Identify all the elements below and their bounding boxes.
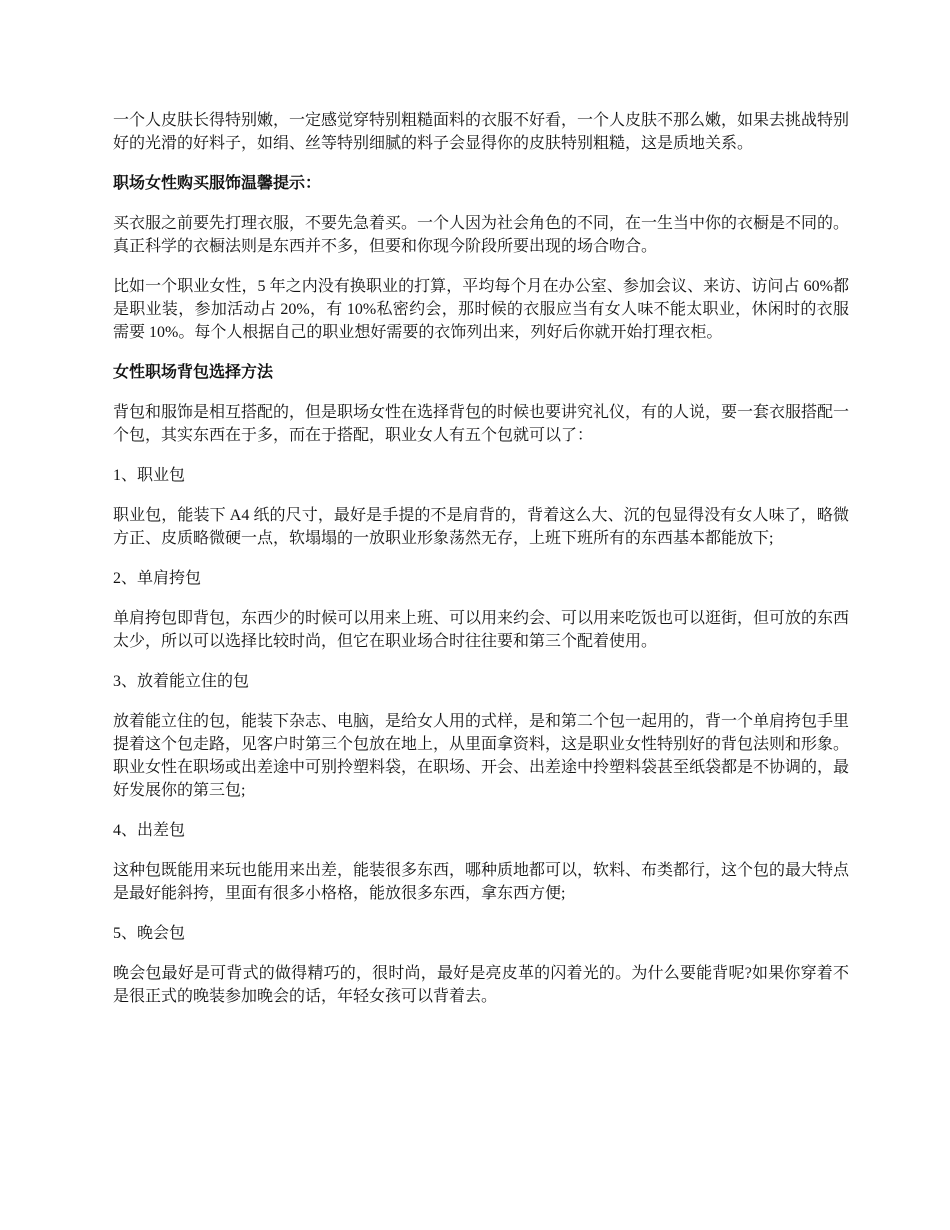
item-title-travel-bag: 4、出差包 bbox=[113, 822, 186, 839]
document-page bbox=[113, 109, 849, 1025]
item-body-evening-bag: 晚会包最好是可背式的做得精巧的，很时尚，最好是亮皮革的闪着光的。为什么要能背呢?如果你穿着不是很正式的晚装参加晚会的话，年轻女孩可以背着去。 bbox=[113, 965, 849, 1005]
paragraph-wardrobe: 买衣服之前要先打理衣服，不要先急着买。一个人因为社会角色的不同，在一生当中你的衣橱是不同的。真正科学的衣橱法则是东西并不多，但要和你现今阶段所要出现的场合吻合。 bbox=[113, 215, 850, 255]
section-heading-shopping-tips: 职场女性购买服饰温馨提示： bbox=[113, 175, 322, 192]
item-body-shoulder-bag: 单肩挎包即背包，东西少的时候可以用来上班、可以用来约会、可以用来吃饭也可以逛街，但可放的东西太少，所以可以选择比较时尚，但它在职业场合时往往要和第三个配着使用。 bbox=[113, 610, 850, 650]
paragraph-bag-intro: 背包和服饰是相互搭配的，但是职场女性在选择背包的时候也要讲究礼仪，有的人说，要一套衣服搭配一个包，其实东西在于多，而在于搭配，职业女人有五个包就可以了： bbox=[113, 404, 850, 444]
item-body-travel-bag: 这种包既能用来玩也能用来出差，能装很多东西，哪种质地都可以，软料、布类都行，这个包的最大特点是最好能斜挎，里面有很多小格格，能放很多东西，拿东西方便; bbox=[113, 862, 850, 902]
intro-paragraph: 一个人皮肤长得特别嫩，一定感觉穿特别粗糙面料的衣服不好看，一个人皮肤不那么嫩，如果去挑战特别好的光滑的好料子，如绢、丝等特别细腻的料子会显得你的皮肤特别粗糙，这是质地关系。 bbox=[113, 112, 850, 152]
item-title-standing-bag: 3、放着能立住的包 bbox=[113, 673, 250, 690]
item-title-evening-bag: 5、晚会包 bbox=[113, 925, 186, 942]
item-body-work-bag: 职业包，能装下 A4 纸的尺寸，最好是手提的不是肩背的，背着这么大、沉的包显得没有女人味了，略微方正、皮质略微硬一点，软塌塌的一放职业形象荡然无存，上班下班所有的东西基本都能放下; bbox=[113, 507, 849, 547]
item-title-shoulder-bag: 2、单肩挎包 bbox=[113, 570, 202, 587]
paragraph-career-example: 比如一个职业女性，5 年之内没有换职业的打算，平均每个月在办公室、参加会议、来访、访问占 60%都是职业装，参加活动占 20%，有 10%私密约会，那时候的衣服应当有女人味不能太职业，休闲时的衣服需要 10%。每个人根据自己的职业想好需要的衣饰列出来，列好后你就开始打理衣柜。 bbox=[113, 278, 849, 341]
section-heading-bag-selection: 女性职场背包选择方法 bbox=[113, 364, 274, 381]
item-title-work-bag: 1、职业包 bbox=[113, 467, 186, 484]
item-body-standing-bag: 放着能立住的包，能装下杂志、电脑，是给女人用的式样，是和第二个包一起用的，背一个单肩挎包手里提着这个包走路，见客户时第三个包放在地上，从里面拿资料，这是职业女性特别好的背包法则和形象。职业女性在职场或出差途中可别拎塑料袋，在职场、开会、出差途中拎塑料袋甚至纸袋都是不协调的，最好发展你的第三包; bbox=[113, 713, 850, 799]
